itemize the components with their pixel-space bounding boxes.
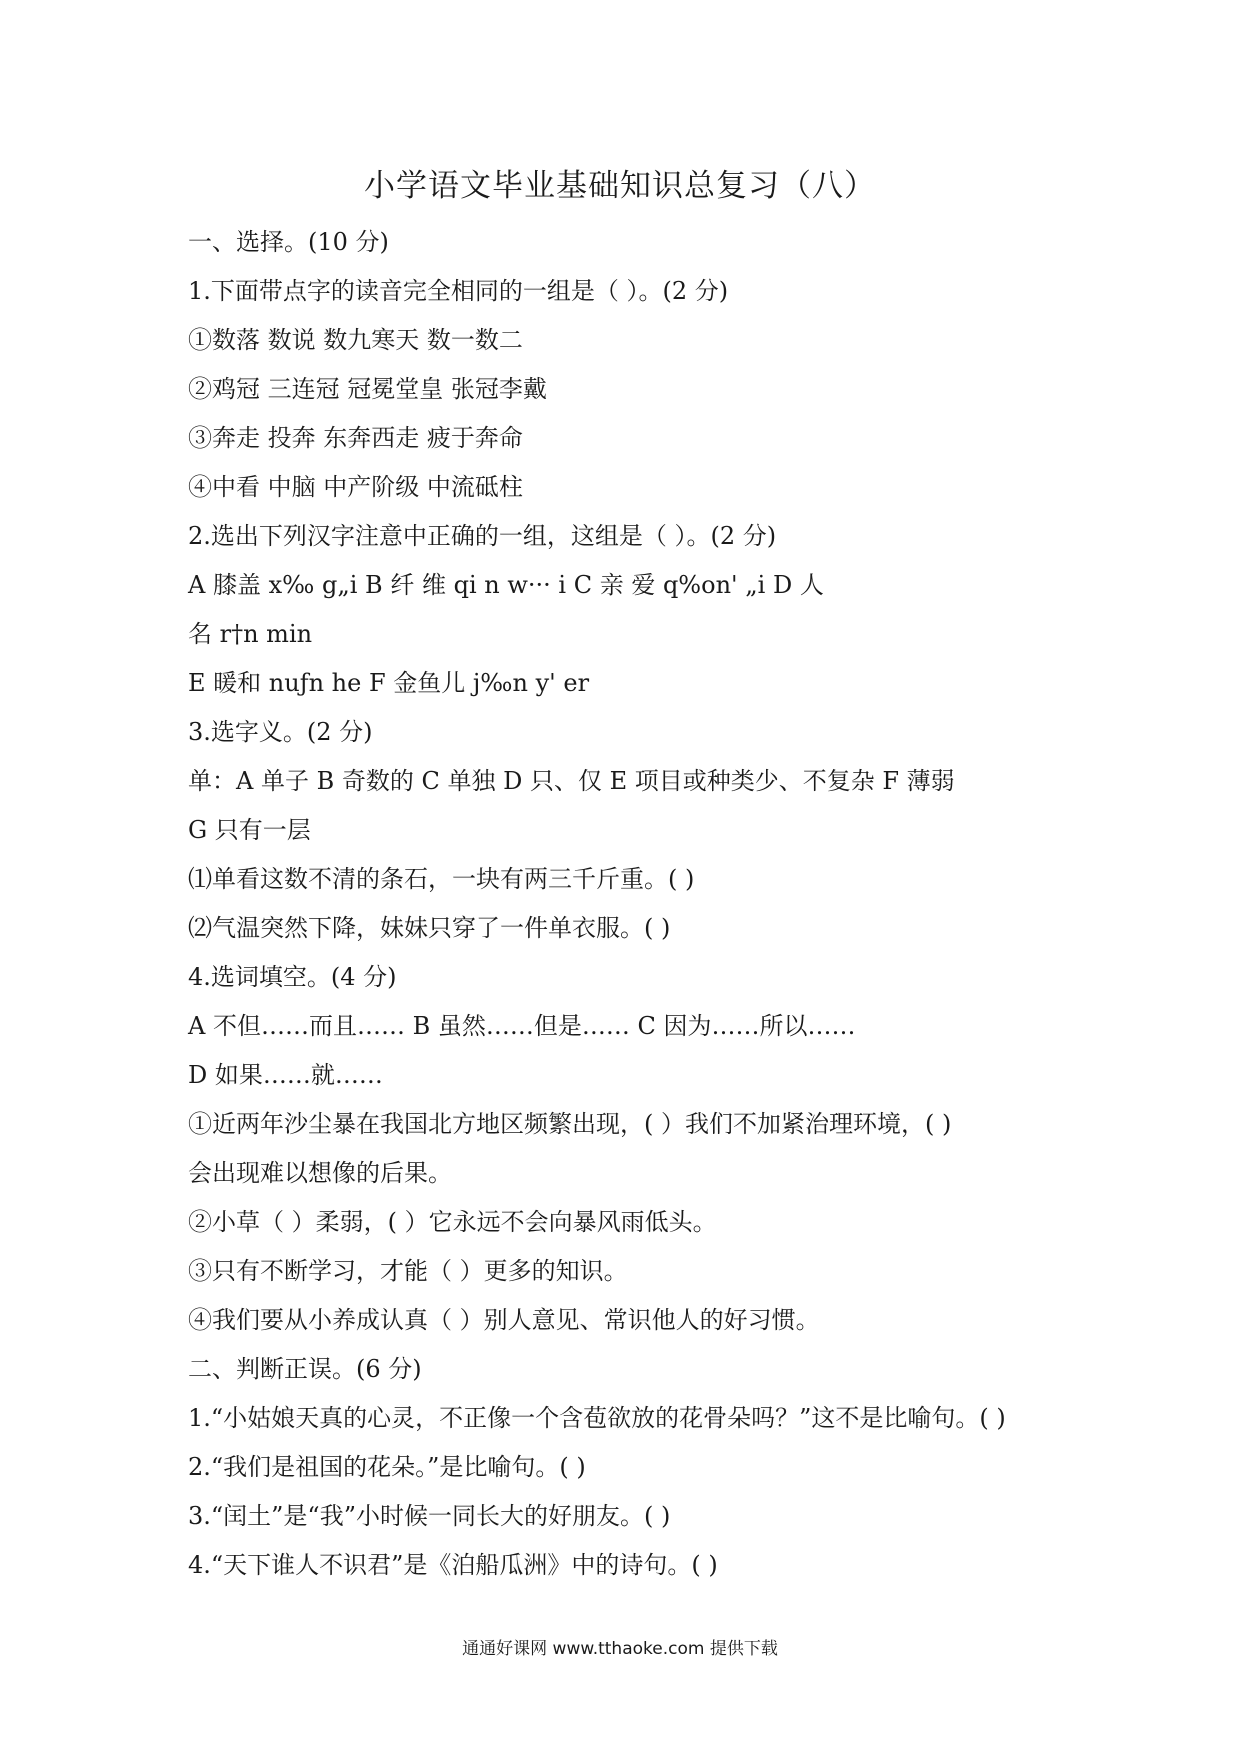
question-text: 2.“我们是祖国的花朵。”是比喻句。( ) xyxy=(188,1453,586,1481)
option-line: ⑴单看这数不清的条石，一块有两三千斤重。( ) xyxy=(188,865,695,893)
option-line: ③只有不断学习，才能（ ）更多的知识。 xyxy=(188,1257,628,1285)
question-text: 1.下面带点字的读音完全相同的一组是（ ）。(2 分) xyxy=(188,277,729,305)
option-line: 会出现难以想像的后果。 xyxy=(188,1159,452,1187)
option-line: ④中看 中脑 中产阶级 中流砥柱 xyxy=(188,473,523,501)
option-line: 名 r†n min xyxy=(188,620,313,648)
question-text: 3.选字义。(2 分) xyxy=(188,718,373,746)
option-line: G 只有一层 xyxy=(188,816,311,844)
section-heading: 二、判断正误。(6 分) xyxy=(188,1355,422,1383)
option-line: 单：A 单子 B 奇数的 C 单独 D 只、仅 E 项目或种类少、不复杂 F 薄弱 xyxy=(188,767,955,795)
option-line: ①近两年沙尘暴在我国北方地区频繁出现，( ）我们不加紧治理环境，( ) xyxy=(188,1110,952,1138)
page-footer: 通通好课网 www.tthaoke.com 提供下载 xyxy=(462,1639,778,1659)
option-line: ②小草（ ）柔弱，( ）它永远不会向暴风雨低头。 xyxy=(188,1208,717,1236)
option-line: E 暖和 nuƒn he F 金鱼儿 j‰n y' er xyxy=(188,669,590,697)
option-line: ①数落 数说 数九寒天 数一数二 xyxy=(188,326,523,354)
section-heading: 一、选择。(10 分) xyxy=(188,228,389,256)
page-title: 小学语文毕业基础知识总复习（八） xyxy=(364,168,876,204)
option-line: D 如果……就…… xyxy=(188,1061,383,1089)
option-line: ⑵气温突然下降，妹妹只穿了一件单衣服。( ) xyxy=(188,914,671,942)
option-line: ④我们要从小养成认真（ ）别人意见、常识他人的好习惯。 xyxy=(188,1306,820,1334)
question-text: 1.“小姑娘天真的心灵，不正像一个含苞欲放的花骨朵吗？”这不是比喻句。( ) xyxy=(188,1404,1006,1432)
question-text: 4.“天下谁人不识君”是《泊船瓜洲》中的诗句。( ) xyxy=(188,1551,718,1579)
option-line: A 不但……而且…… B 虽然……但是…… C 因为……所以…… xyxy=(188,1012,856,1040)
option-line: ③奔走 投奔 东奔西走 疲于奔命 xyxy=(188,424,523,452)
option-line: ②鸡冠 三连冠 冠冕堂皇 张冠李戴 xyxy=(188,375,547,403)
question-text: 2.选出下列汉字注意中正确的一组，这组是（ ）。(2 分) xyxy=(188,522,777,550)
question-text: 4.选词填空。(4 分) xyxy=(188,963,397,991)
option-line: A 膝盖 x‰ g„i B 纤 维 qi n w··· i C 亲 爱 q%on' „i D 人 xyxy=(188,571,824,599)
question-text: 3.“闰土”是“我”小时候一同长大的好朋友。( ) xyxy=(188,1502,671,1530)
document-body xyxy=(188,218,1058,1590)
